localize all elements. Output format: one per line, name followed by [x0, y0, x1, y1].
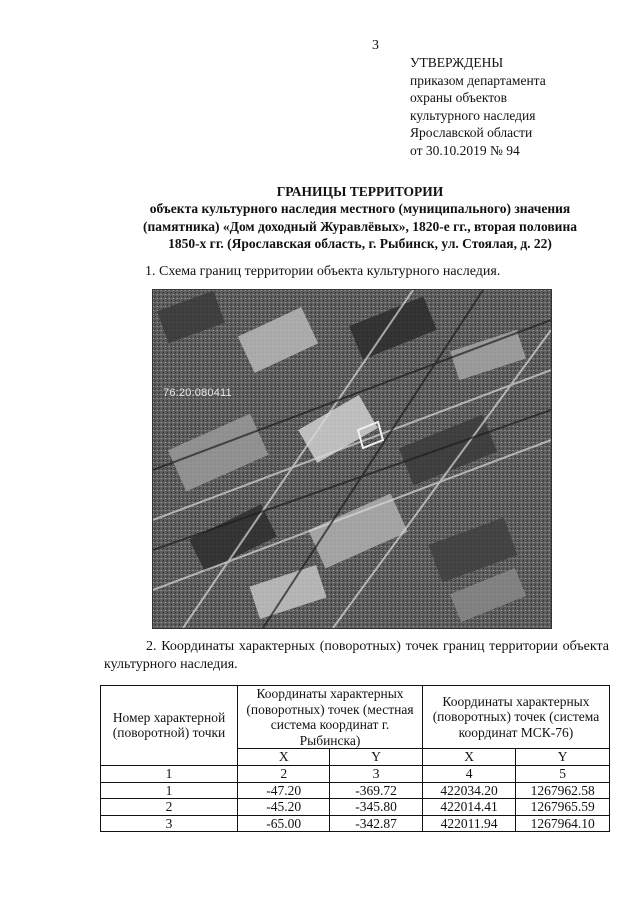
- table-cell: 1: [101, 765, 238, 782]
- table-cell: -369.72: [330, 782, 423, 799]
- section-1-caption: 1. Схема границ территории объекта культурного наследия.: [145, 264, 501, 279]
- table-cell: 1267964.10: [516, 815, 610, 832]
- aerial-photo: [153, 290, 551, 628]
- table-row: [101, 782, 610, 799]
- table-cell: 2: [238, 765, 330, 782]
- msk76-coords-header: Координаты характерных (поворотных) точек (система координат МСК-76): [422, 686, 609, 749]
- approval-line: культурного наследия: [410, 107, 536, 123]
- local-y-header: Y: [330, 749, 423, 766]
- coordinates-table: [100, 685, 610, 832]
- table-cell: 1: [101, 782, 238, 799]
- table-cell: 422011.94: [422, 815, 515, 832]
- point-number-header: Номер характерной (поворотной) точки: [101, 686, 238, 766]
- table-cell: -345.80: [330, 799, 423, 816]
- approval-line: охраны объектов: [410, 90, 508, 106]
- approval-block: [410, 54, 546, 160]
- local-x-header: X: [238, 749, 330, 766]
- local-coords-header: Координаты характерных (поворотных) точек (местная система координат г. Рыбинска): [238, 686, 423, 749]
- approval-line: от 30.10.2019 № 94: [410, 142, 520, 158]
- boundary-map: [152, 289, 552, 629]
- table-cell: -47.20: [238, 782, 330, 799]
- page-number: 3: [372, 38, 379, 53]
- table-cell: 1267965.59: [516, 799, 610, 816]
- table-cell: -342.87: [330, 815, 423, 832]
- table-cell: 422014.41: [422, 799, 515, 816]
- msk-x-header: X: [422, 749, 515, 766]
- title-heading: ГРАНИЦЫ ТЕРРИТОРИИ: [276, 184, 444, 199]
- table-cell: 3: [330, 765, 423, 782]
- section-2-caption: 2. Координаты характерных (поворотных) точек границ территории объекта культурного наследия.: [104, 639, 609, 672]
- table-cell: 422034.20: [422, 782, 515, 799]
- approval-line: приказом департамента: [410, 72, 546, 88]
- title-line: 1850-х гг. (Ярославская область, г. Рыбинск, ул. Стоялая, д. 22): [168, 236, 552, 252]
- table-row: [101, 815, 610, 832]
- cadastral-block-label: 76:20:080411: [163, 387, 232, 399]
- table-cell: 2: [101, 799, 238, 816]
- title-line: объекта культурного наследия местного (муниципального) значения: [149, 201, 571, 217]
- approval-line: УТВЕРЖДЕНЫ: [410, 55, 504, 70]
- table-cell: 4: [422, 765, 515, 782]
- msk-y-header: Y: [516, 749, 610, 766]
- table-cell: 1267962.58: [516, 782, 610, 799]
- approval-line: Ярославской области: [410, 125, 533, 141]
- table-cell: -65.00: [238, 815, 330, 832]
- table-row: [101, 799, 610, 816]
- table-numbering-row: [101, 765, 610, 782]
- title-line: (памятника) «Дом доходный Журавлёвых», 1820-е гг., вторая половина: [143, 218, 577, 234]
- table-cell: 5: [516, 765, 610, 782]
- table-cell: 3: [101, 815, 238, 832]
- table-header-row: [101, 686, 610, 749]
- document-title: [100, 183, 620, 253]
- table-cell: -45.20: [238, 799, 330, 816]
